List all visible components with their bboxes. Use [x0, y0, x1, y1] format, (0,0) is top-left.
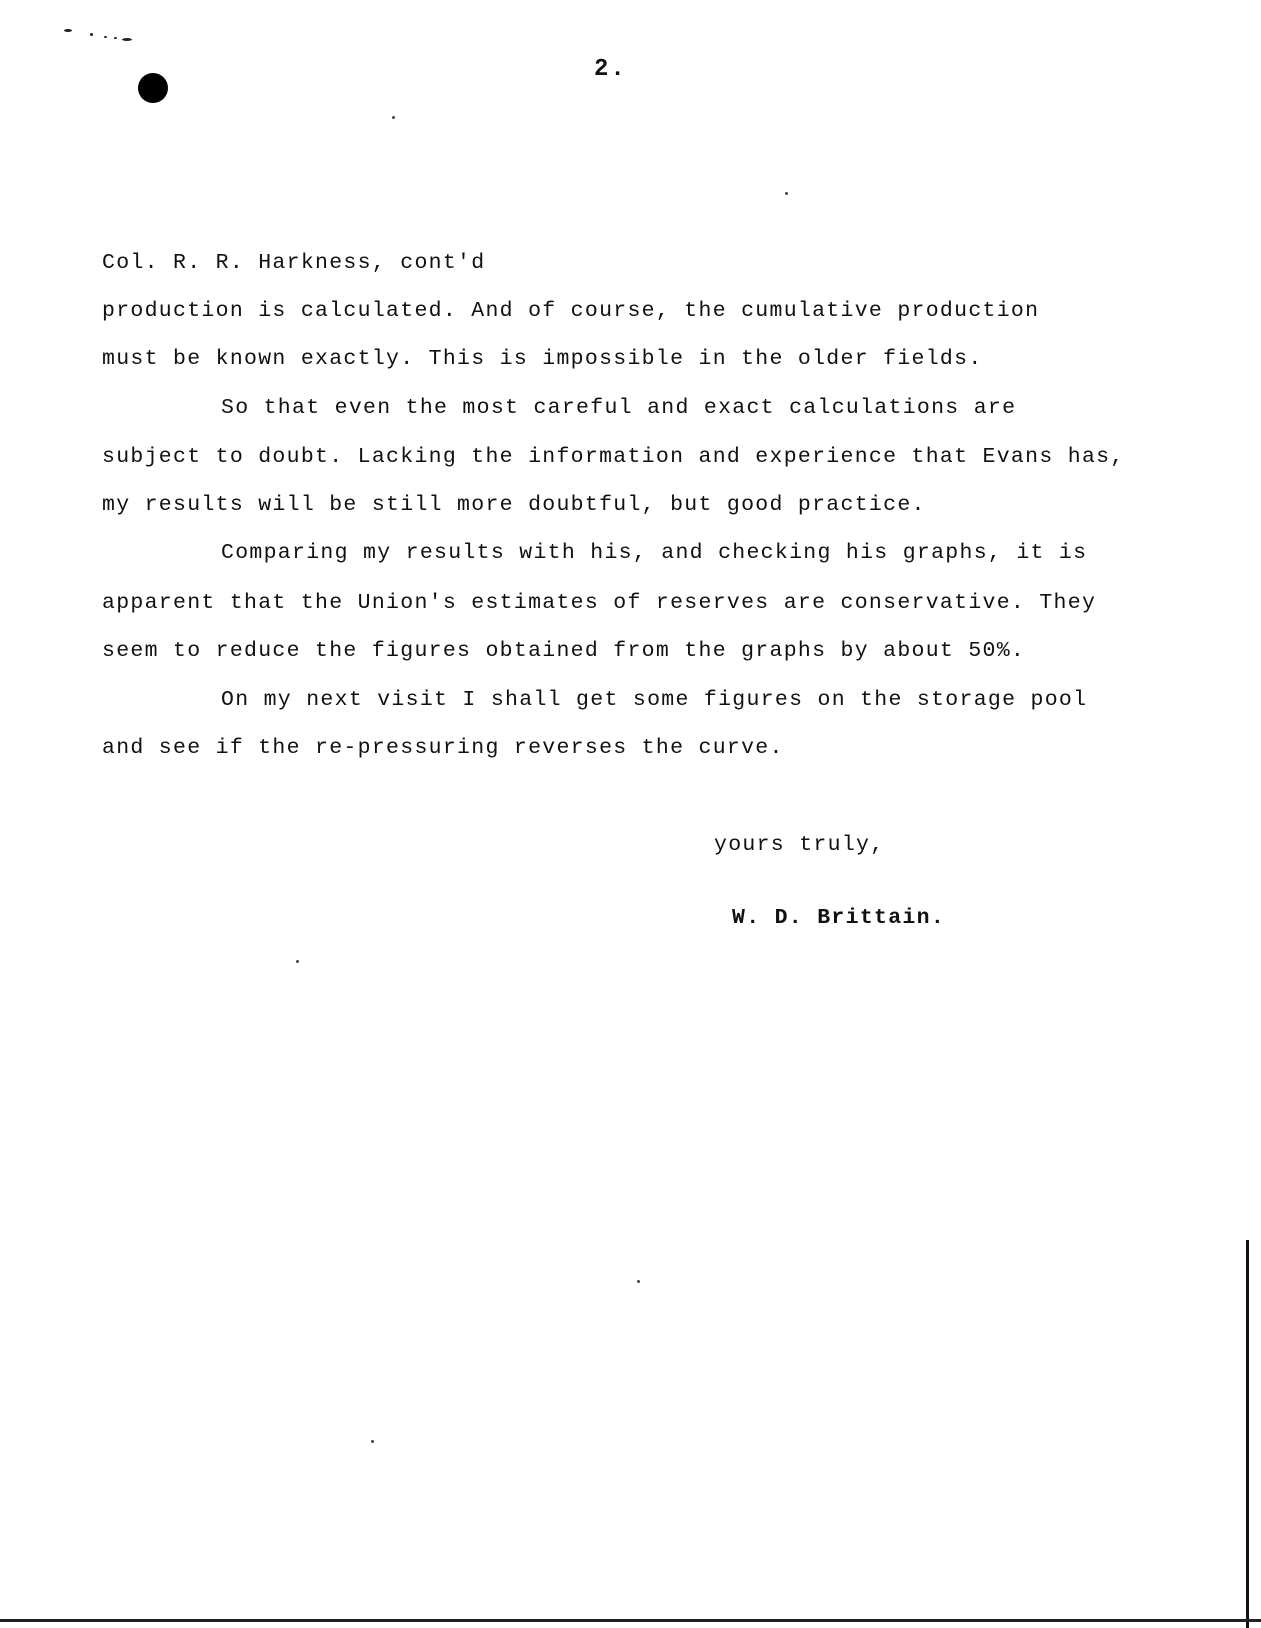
- body-line: So that even the most careful and exact calculations are: [221, 396, 1017, 420]
- paper-speck: [785, 192, 788, 195]
- paper-speck: [296, 960, 299, 963]
- page-number: 2.: [594, 56, 627, 83]
- paper-speck: [371, 1440, 374, 1443]
- page-edge-right: [1246, 1240, 1249, 1628]
- paper-speck: [392, 116, 395, 119]
- punch-hole: [138, 73, 168, 103]
- body-line: subject to doubt. Lacking the information and experience that Evans has,: [102, 445, 1125, 469]
- margin-specks: [64, 27, 136, 41]
- body-line: On my next visit I shall get some figures on the storage pool: [221, 688, 1088, 712]
- signature: W. D. Brittain.: [732, 906, 946, 930]
- paper-speck: [637, 1280, 640, 1283]
- body-line: apparent that the Union's estimates of reserves are conservative. They: [102, 591, 1097, 615]
- body-line: seem to reduce the figures obtained from the graphs by about 50%.: [102, 639, 1026, 663]
- body-line: must be known exactly. This is impossible in the older fields.: [102, 347, 983, 371]
- body-line: and see if the re-pressuring reverses the curve.: [102, 736, 784, 760]
- addressee-continuation: Col. R. R. Harkness, cont'd: [102, 251, 486, 275]
- valediction: yours truly,: [714, 833, 885, 857]
- body-line: production is calculated. And of course, the cumulative production: [102, 299, 1040, 323]
- page-edge-bottom: [0, 1619, 1261, 1622]
- body-line: my results will be still more doubtful, but good practice.: [102, 493, 926, 517]
- body-line: Comparing my results with his, and checking his graphs, it is: [221, 541, 1088, 565]
